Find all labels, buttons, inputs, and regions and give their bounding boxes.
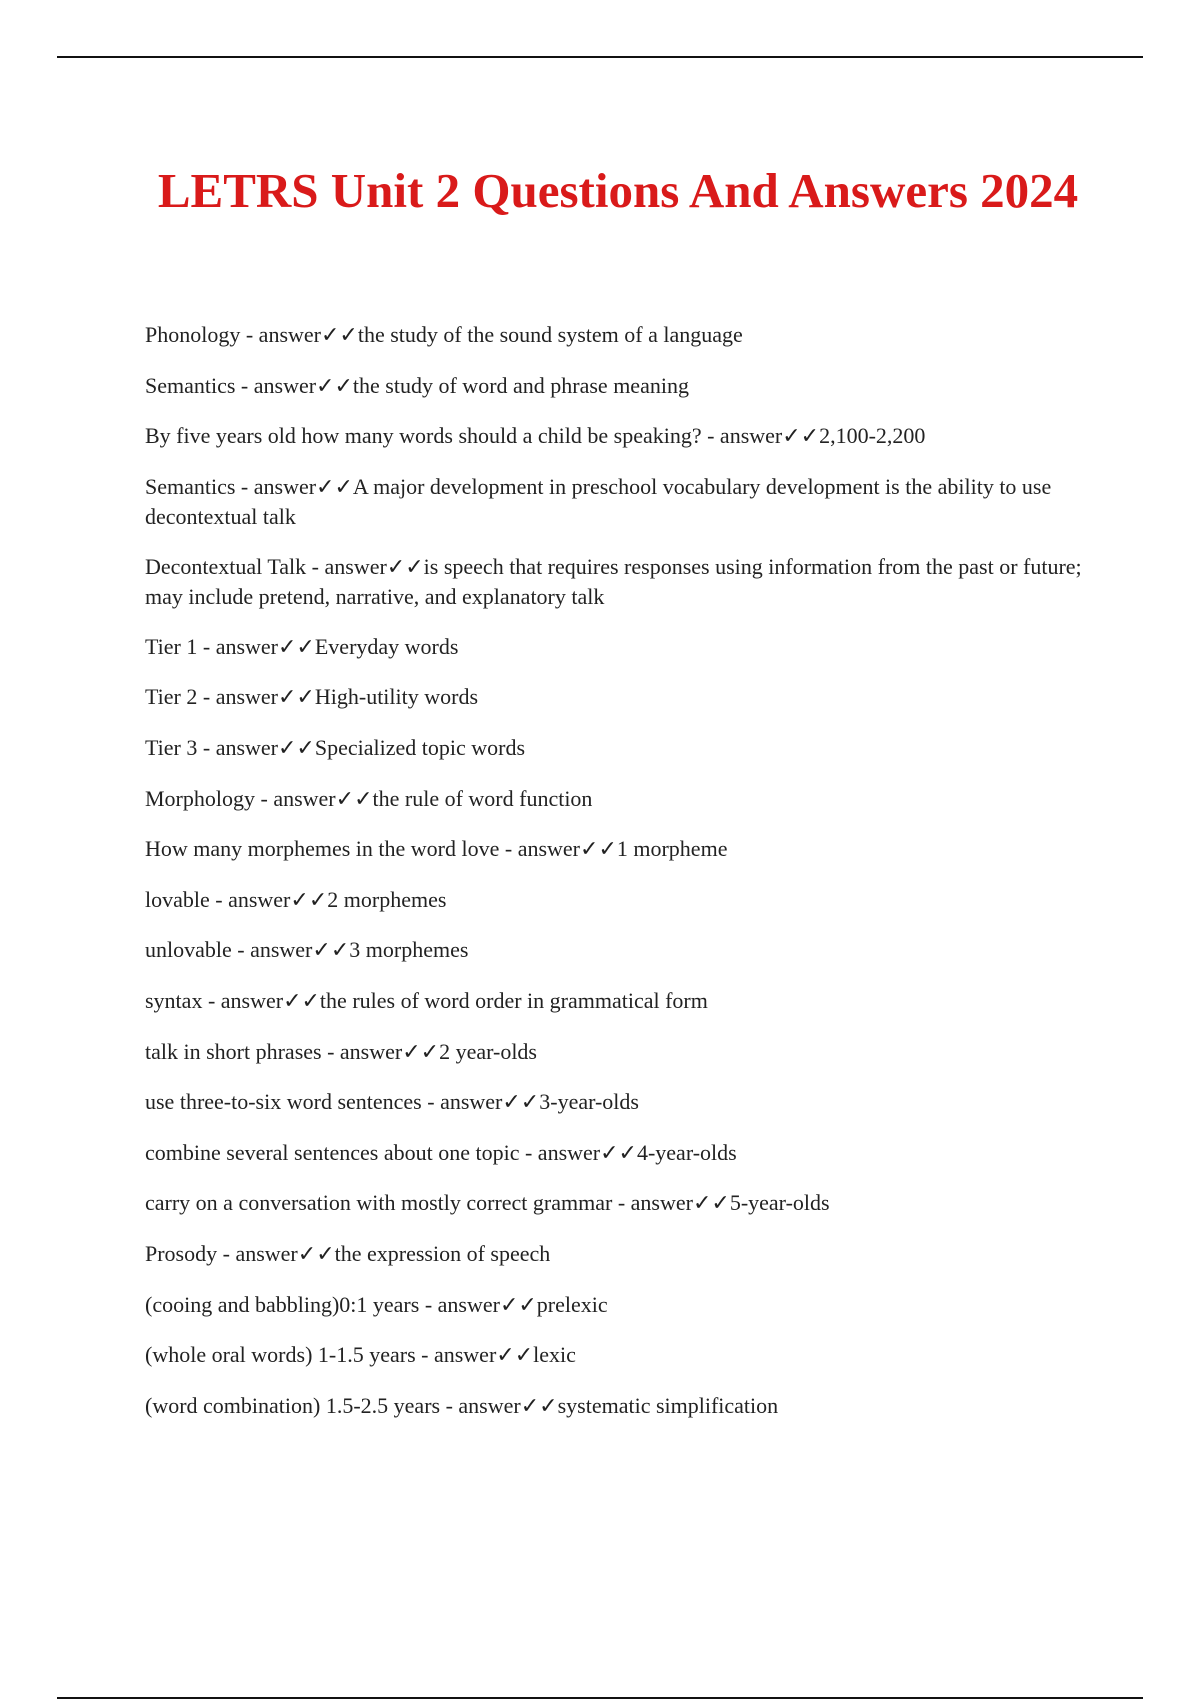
qa-item-tier-2: Tier 2 - answer✓✓High-utility words: [145, 684, 479, 710]
page-title: LETRS Unit 2 Questions And Answers 2024: [157, 163, 1079, 218]
qa-item-morphology: Morphology - answer✓✓the rule of word function: [145, 785, 593, 811]
qa-item-semantics-decontextual: Semantics - answer✓✓A major development in preschool vocabulary development is the ability to use decontextual talk: [145, 473, 1052, 529]
qa-item-morphemes-love: How many morphemes in the word love - answer✓✓1 morpheme: [145, 836, 728, 862]
qa-item-lexic: (whole oral words) 1-1.5 years - answer✓✓lexic: [145, 1342, 576, 1368]
qa-item-systematic-simplification: (word combination) 1.5-2.5 years - answer✓✓systematic simplification: [145, 1392, 779, 1418]
qa-item-prosody: Prosody - answer✓✓the expression of speech: [145, 1240, 551, 1266]
qa-item-lovable: lovable - answer✓✓2 morphemes: [145, 886, 447, 912]
qa-item-syntax: syntax - answer✓✓the rules of word order in grammatical form: [145, 987, 708, 1013]
qa-item-semantics: Semantics - answer✓✓the study of word and phrase meaning: [145, 372, 689, 398]
bottom-rule: [57, 1697, 1143, 1699]
qa-item-prelexic: (cooing and babbling)0:1 years - answer✓✓prelexic: [145, 1291, 608, 1317]
qa-item-phonology: Phonology - answer✓✓the study of the sound system of a language: [145, 322, 743, 347]
qa-item-conversation-grammar: carry on a conversation with mostly correct grammar - answer✓✓5-year-olds: [145, 1190, 830, 1216]
qa-item-three-to-six-word: use three-to-six word sentences - answer✓✓3-year-olds: [145, 1089, 639, 1115]
qa-item-unlovable: unlovable - answer✓✓3 morphemes: [145, 937, 469, 963]
top-rule: [57, 56, 1143, 58]
qa-item-decontextual-talk: Decontextual Talk - answer✓✓is speech that requires responses using information from the past or future; may include pretend, narrative, and explanatory talk: [145, 553, 1082, 609]
qa-item-tier-3: Tier 3 - answer✓✓Specialized topic words: [145, 734, 526, 760]
qa-list: [145, 320, 1085, 1441]
qa-item-five-year-vocabulary: By five years old how many words should a child be speaking? - answer✓✓2,100-2,200: [145, 423, 926, 449]
qa-item-tier-1: Tier 1 - answer✓✓Everyday words: [145, 633, 459, 659]
qa-item-short-phrases: talk in short phrases - answer✓✓2 year-olds: [145, 1038, 537, 1064]
qa-item-combine-sentences: combine several sentences about one topic - answer✓✓4-year-olds: [145, 1139, 737, 1165]
